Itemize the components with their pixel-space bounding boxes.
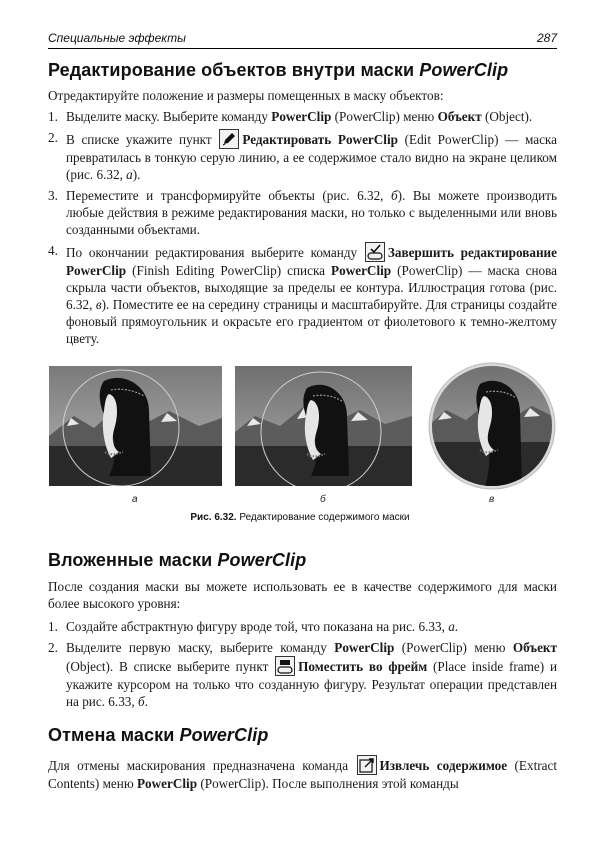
list-item: 1. Создайте абстрактную фигуру вроде той, что показана на рис. 6.33, а. [48, 619, 459, 634]
section2-intro: После создания маски вы можете использовать ее в качестве содержимого для маски более высокого уровня: [48, 579, 557, 611]
figure-caption: Рис. 6.32. Редактирование содержимого маски [190, 512, 410, 523]
place-inside-frame-icon [275, 656, 295, 676]
figure-label-b: б [320, 494, 326, 505]
section2-steps [48, 618, 557, 714]
section3-paragraph: Для отмены маскирования предназначена команда Извлечь содержимое (Extract Contents) меню PowerClip (PowerClip). После выполнения этой команды [48, 755, 557, 792]
section-title-edit-powerclip: Редактирование объектов внутри маски PowerClip [48, 60, 509, 80]
figure-label-a: а [132, 494, 138, 505]
extract-contents-icon [357, 755, 377, 775]
section-title-cancel-mask: Отмена маски PowerClip [48, 725, 269, 745]
figure-6-32-a-image [49, 366, 222, 486]
section1-intro: Отредактируйте положение и размеры помещенных в маску объектов: [48, 88, 444, 103]
header-page-number: 287 [536, 31, 557, 45]
list-item: 3. Переместите и трансформируйте объекты (рис. 6.32, б). Вы можете производить любые действия в режиме редактирования маски, но только с выделенными или вновь созданными объектами. [48, 188, 557, 237]
section-title-nested-masks: Вложенные маски PowerClip [48, 550, 307, 570]
figure-6-32-c-image [428, 362, 556, 490]
list-item: 1. Выделите маску. Выберите команду PowerClip (PowerClip) меню Объект (Object). [48, 109, 533, 124]
running-header [48, 30, 557, 49]
list-item: 2. Выделите первую маску, выберите команду PowerClip (PowerClip) меню Объект (Object). В списке выберите пункт Поместить во фрейм (Place inside frame) и укажите курсором на только что созданную фигуру. Результат операции представлен на рис. 6.33, б. [48, 640, 557, 709]
section1-steps [48, 108, 557, 351]
figure-label-c: в [489, 494, 495, 505]
figure-6-32-b-image [235, 366, 412, 486]
finish-edit-checkmark-icon [365, 242, 385, 262]
list-item: 4. По окончании редактирования выберите команду Завершить редактирование PowerClip (Finish Editing PowerClip) списка PowerClip (PowerClip) — маска снова скрыла части объектов, выходящие за пределы ее контура. Иллюстрация готова (рис. 6.32, в). Поместите ее на середину страницы и масштабируйте. Для страницы создайте фоновый прямоугольник и окрасьте его градиентом от фиолетового к темно-желтому цвету. [48, 243, 558, 346]
header-chapter-title: Специальные эффекты [48, 31, 186, 45]
list-item: 2. В списке укажите пункт Редактировать PowerClip (Edit PowerClip) — маска превратилась в тонкую серую линию, а ее содержимое стало видно на экране целиком (рис. 6.32, а). [48, 130, 557, 182]
pencil-icon [219, 129, 239, 149]
